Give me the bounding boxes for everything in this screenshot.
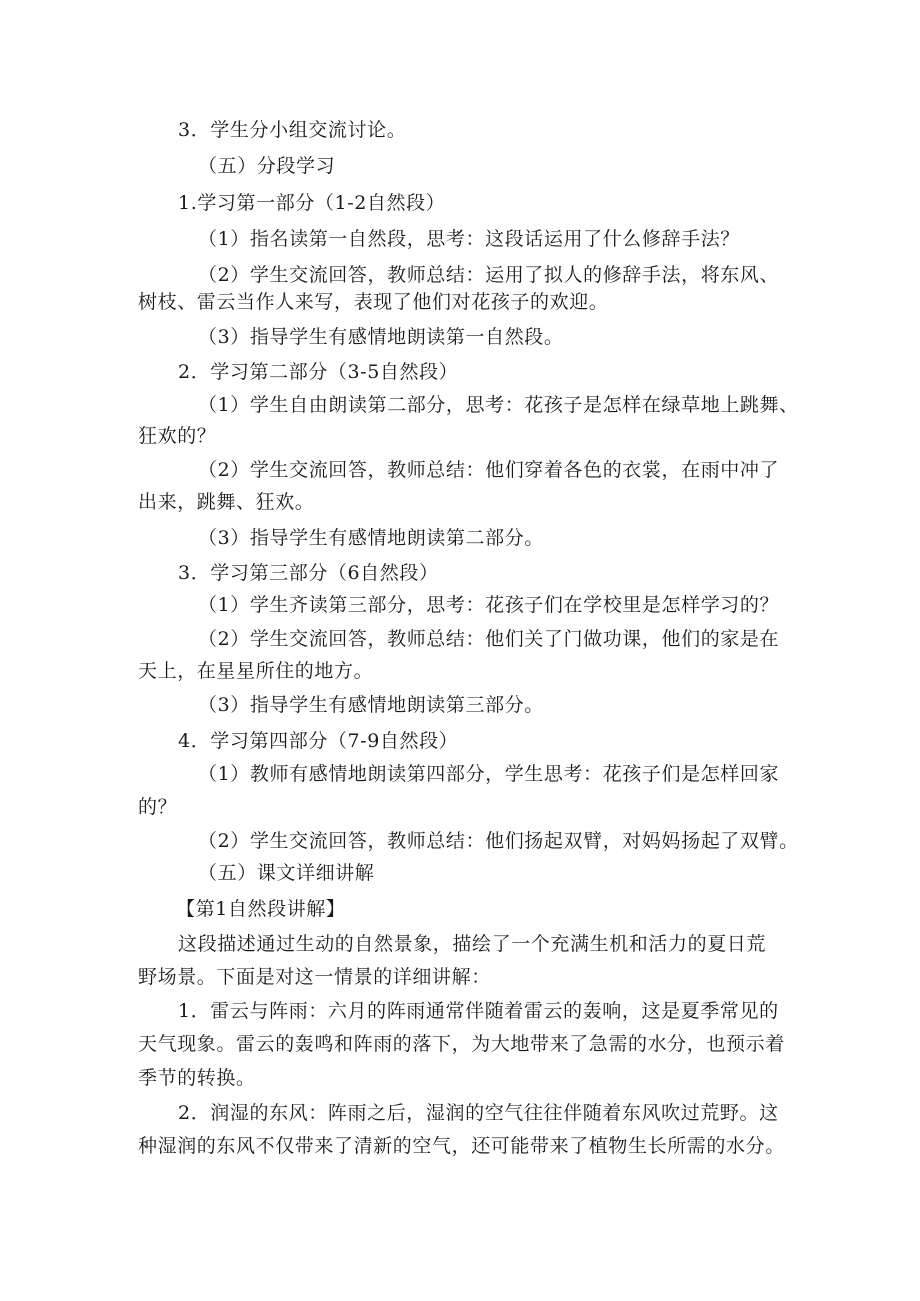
list-item-3-discussion: 3．学生分小组交流讨论。 [178, 119, 407, 141]
paragraph-line: （1）学生自由朗读第二部分，思考：花孩子是怎样在绿草地上跳舞、 [198, 394, 799, 416]
paragraph-line: （2）学生交流回答，教师总结：他们扬起双臂，对妈妈扬起了双臂。 [198, 830, 799, 852]
paragraph-line: 季节的转换。 [138, 1067, 256, 1089]
subheading-part-3: 3．学习第三部分（6自然段） [178, 562, 439, 584]
paragraph-line: 的？ [138, 796, 178, 818]
section-heading-segment-study: （五）分段学习 [198, 155, 336, 177]
paragraph-line: 狂欢的？ [138, 425, 217, 447]
paragraph-line: （2）学生交流回答，教师总结：运用了拟人的修辞手法，将东风、 [198, 264, 780, 286]
paragraph-line: 野场景。下面是对这一情景的详细讲解： [138, 966, 491, 988]
paragraph-line: （3）指导学生有感情地朗读第一自然段。 [198, 326, 564, 348]
paragraph-line: 种湿润的东风不仅带来了清新的空气，还可能带来了植物生长所需的水分。 [138, 1135, 785, 1157]
paragraph-line: 天上，在星星所住的地方。 [138, 660, 374, 682]
paragraph-line: （3）指导学生有感情地朗读第三部分。 [198, 694, 544, 716]
paragraph-line: 天气现象。雷云的轰鸣和阵雨的落下，为大地带来了急需的水分，也预示着 [138, 1033, 785, 1055]
subheading-part-1: 1.学习第一部分（1-2自然段） [178, 192, 446, 214]
paragraph-line: 1．雷云与阵雨：六月的阵雨通常伴随着雷云的轰响，这是夏季常见的 [178, 1000, 779, 1022]
paragraph-line: （2）学生交流回答，教师总结：他们关了门做功课，他们的家是在 [198, 628, 780, 650]
paragraph-line: （1）教师有感情地朗读第四部分，学生思考：花孩子们是怎样回家 [198, 763, 780, 785]
paragraph-line: （3）指导学生有感情地朗读第二部分。 [198, 527, 544, 549]
subheading-paragraph-1-explanation: 【第1自然段讲解】 [176, 898, 346, 920]
paragraph-line: （2）学生交流回答，教师总结：他们穿着各色的衣裳，在雨中冲了 [198, 459, 780, 481]
paragraph-line: 这段描述通过生动的自然景象，描绘了一个充满生机和活力的夏日荒 [178, 933, 767, 955]
subheading-part-4: 4．学习第四部分（7-9自然段） [178, 730, 459, 752]
paragraph-line: （1）学生齐读第三部分，思考：花孩子们在学校里是怎样学习的？ [198, 594, 780, 616]
paragraph-line: 出来，跳舞、狂欢。 [138, 491, 315, 513]
subheading-part-2: 2．学习第二部分（3-5自然段） [178, 361, 459, 383]
section-heading-text-explanation: （五）课文详细讲解 [198, 862, 375, 884]
paragraph-line: 树枝、雷云当作人来写，表现了他们对花孩子的欢迎。 [138, 291, 609, 313]
paragraph-line: 2．润湿的东风：阵雨之后，湿润的空气往往伴随着东风吹过荒野。这 [178, 1102, 779, 1124]
paragraph-line: （1）指名读第一自然段，思考：这段话运用了什么修辞手法？ [198, 228, 740, 250]
